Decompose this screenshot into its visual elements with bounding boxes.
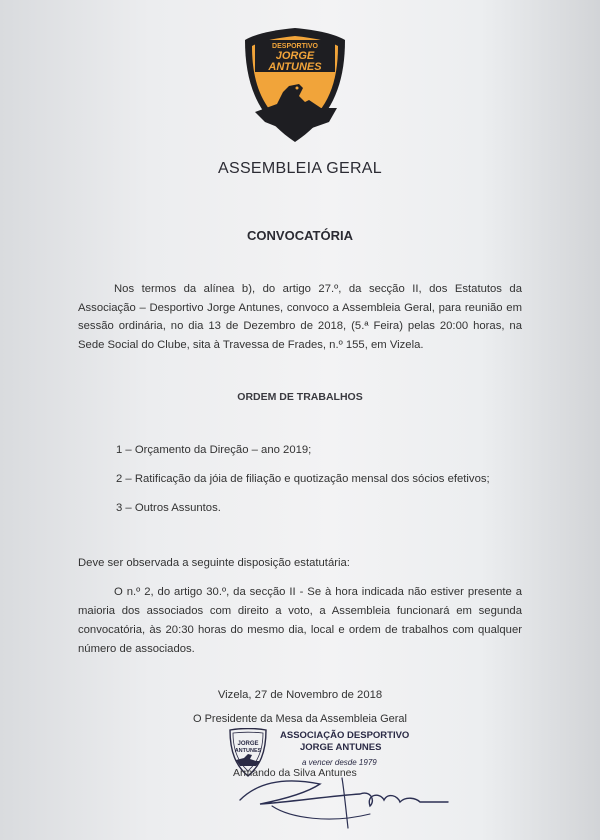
page-title: ASSEMBLEIA GERAL (218, 160, 382, 177)
president-title: O Presidente da Mesa da Assembleia Geral (192, 713, 407, 725)
date-line: Vizela, 27 de Novembro de 2018 (217, 689, 383, 701)
agenda-list (116, 444, 490, 531)
stamp-line2: JORGE ANTUNES (300, 742, 382, 753)
signatory-name: Armando da Silva Antunes (233, 767, 357, 779)
agenda-item: 3 – Outros Assuntos. (116, 502, 221, 514)
document-subtitle: CONVOCATÓRIA (247, 228, 353, 243)
stamp-logo-line1: JORGE (237, 741, 259, 747)
logo-name-line1: JORGE (275, 50, 315, 62)
convocation-text: Nos termos da alínea b), do artigo 27.º, da secção II, dos Estatutos da Associação – Desportivo Jorge Antunes, convoco a Assembleia Geral, para reunião em sessão ordinária, no dia 13 de Dezembro de 2018, (5.ª Feira) pelas 20:00 horas, na Sede Social do Clube, sita à Travessa de Frades, n.º 155, em Vizela. (78, 283, 522, 351)
agenda-heading: ORDEM DE TRABALHOS (237, 391, 363, 403)
logo-name-line2: ANTUNES (268, 61, 322, 73)
stamp-line1: ASSOCIAÇÃO DESPORTIVO (280, 730, 410, 741)
handwritten-signature (220, 770, 450, 830)
agenda-item: 2 – Ratificação da jóia de filiação e quotização mensal dos sócios efetivos; (116, 473, 490, 485)
agenda-item: 1 – Orçamento da Direção – ano 2019; (116, 444, 312, 456)
statutory-text: O n.º 2, do artigo 30.º, da secção II - Se à hora indicada não estiver presente a maioria dos associados com direito a voto, a Assembleia funcionará em segunda convocatória, às 20:30 horas do mesmo dia, local e ordem de trabalhos com qualquer número de associados. (78, 586, 522, 655)
statutory-intro: Deve ser observada a seguinte disposição estatutária: (78, 557, 350, 569)
stamp-logo-line2: ANTUNES (234, 748, 262, 754)
logo-top-text: DESPORTIVO (272, 43, 318, 50)
convocation-paragraph (78, 280, 522, 354)
club-logo (243, 26, 347, 144)
stamp-since: a vencer desde 1979 (302, 758, 377, 767)
statutory-paragraph (78, 583, 522, 659)
